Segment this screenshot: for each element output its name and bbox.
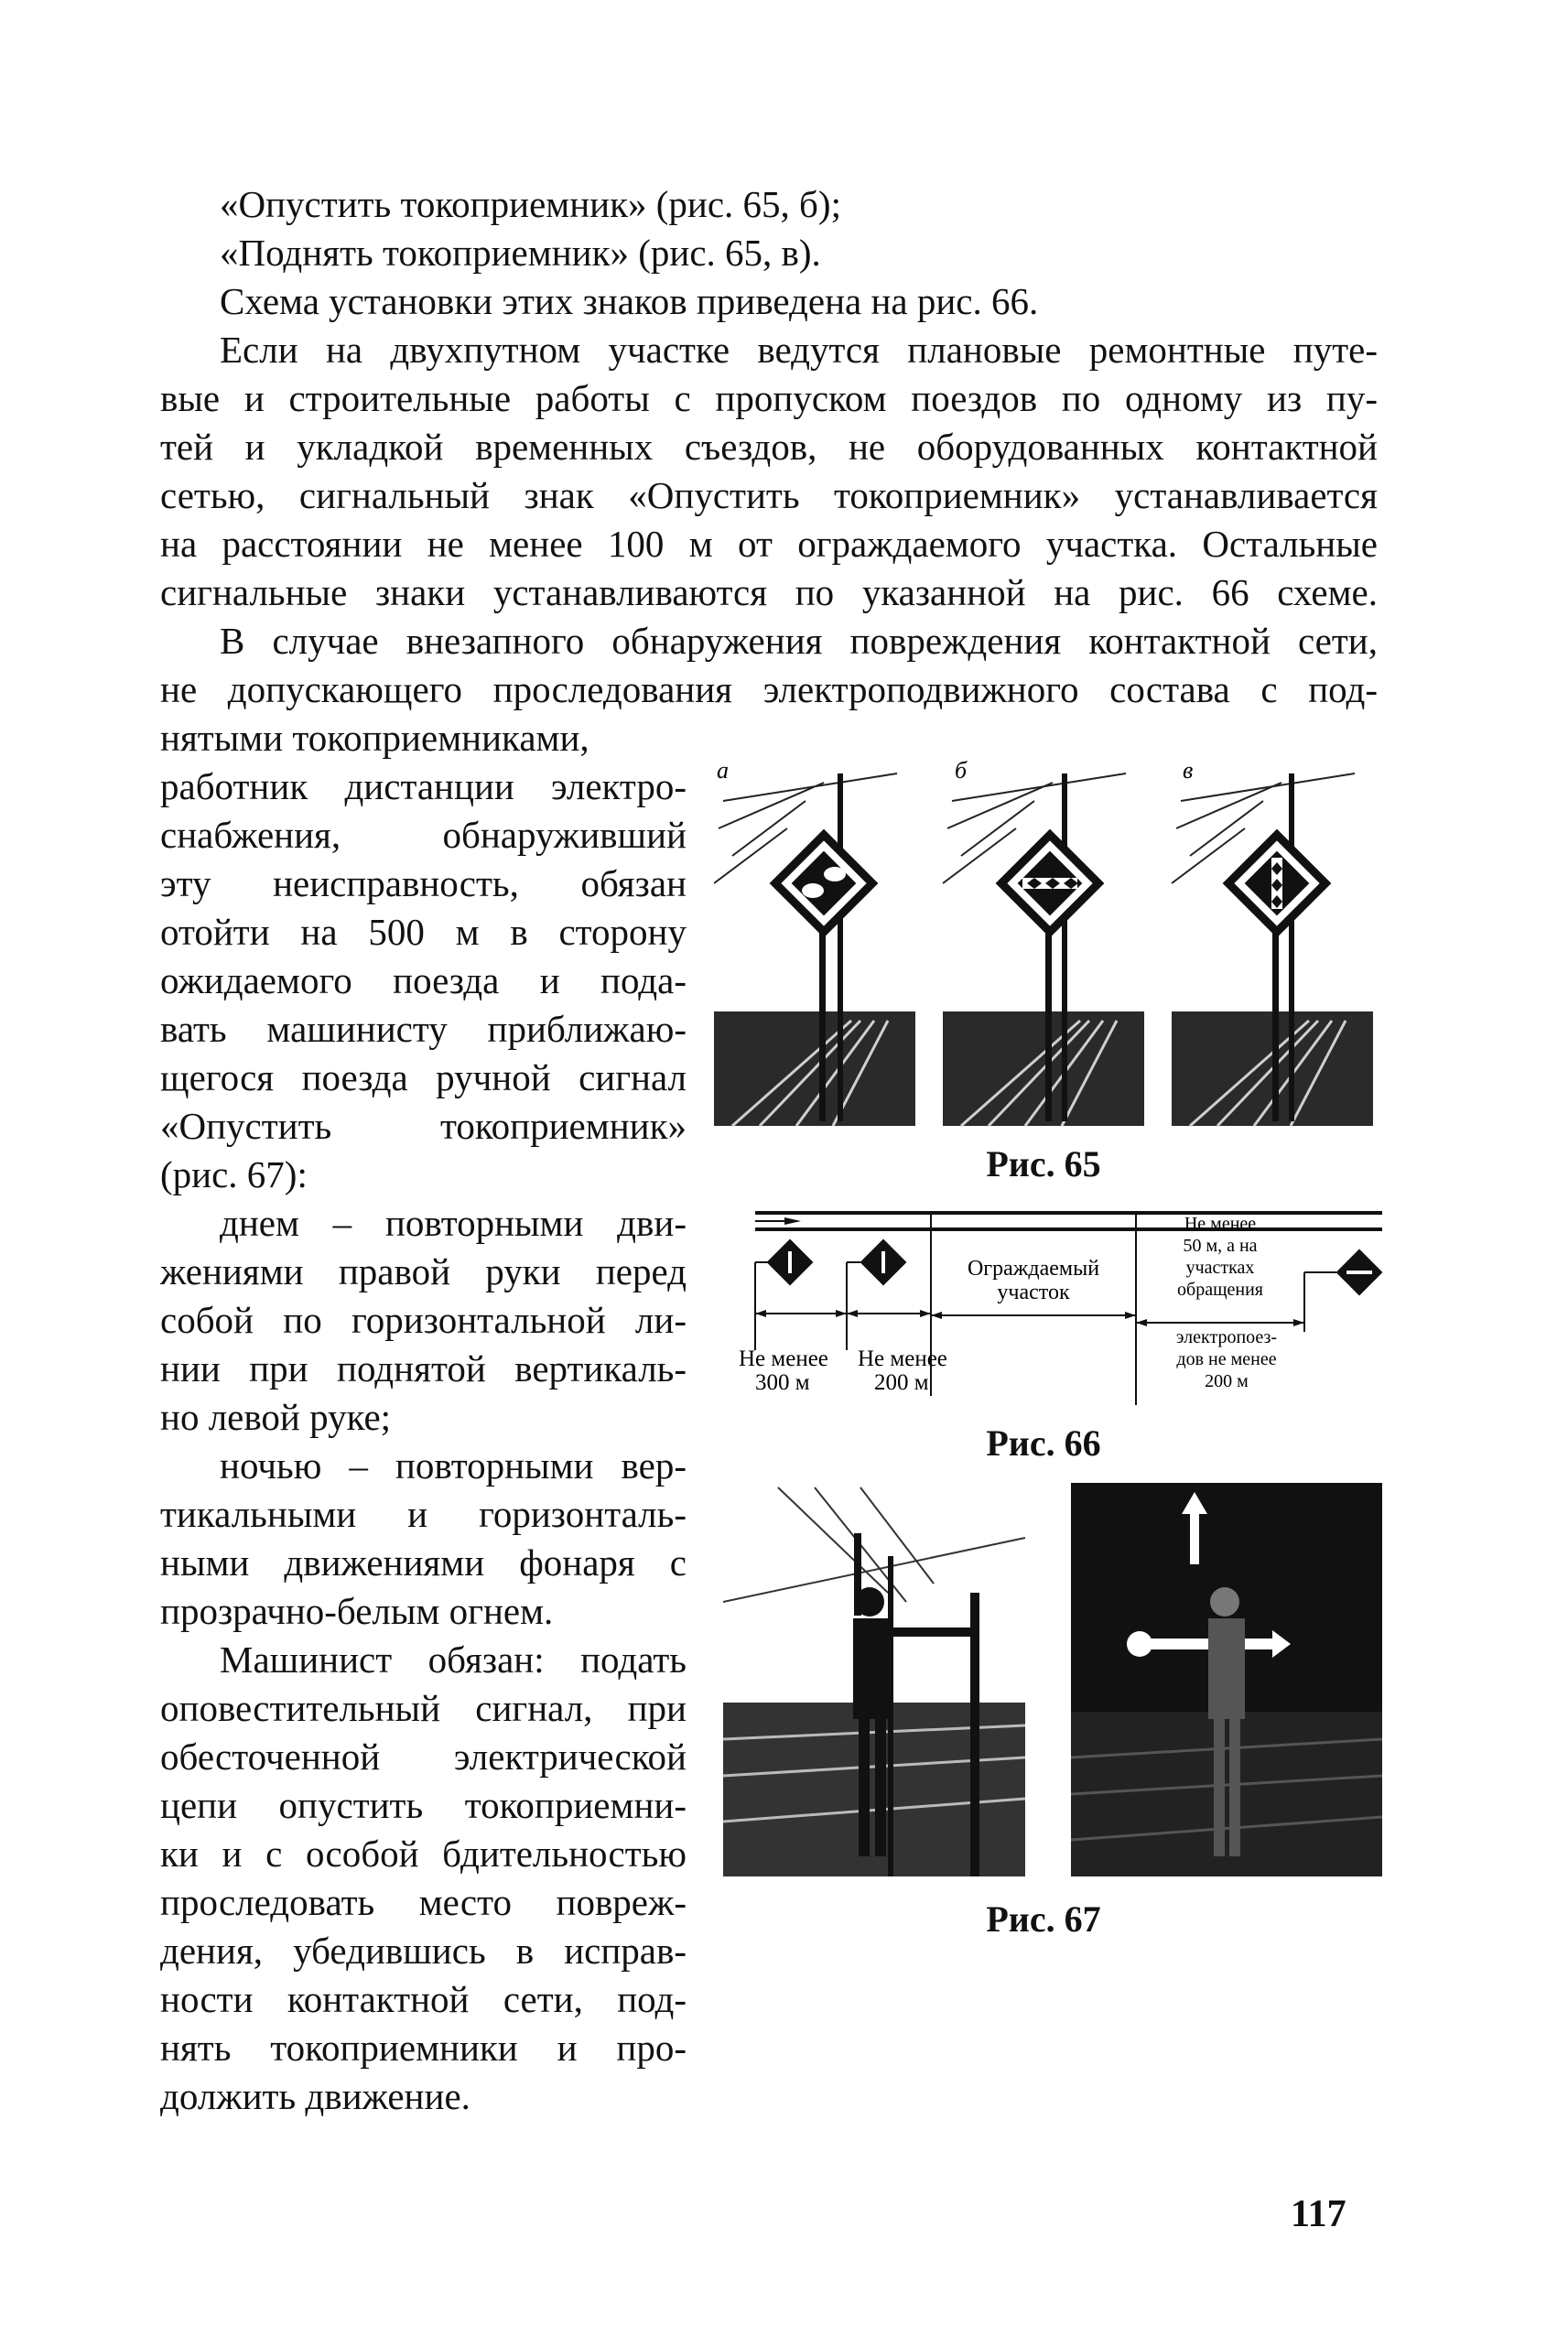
fig66-right-top-3: участках — [1185, 1258, 1255, 1278]
page-number: 117 — [1291, 2193, 1346, 2235]
fig66-right-top-4: обращения — [1177, 1280, 1263, 1300]
text-line: обесточенной электрической — [160, 1736, 687, 1778]
fig66-right-top-2: 50 м, а на — [1183, 1236, 1258, 1256]
fig65-caption: Рис. 65 — [986, 1143, 1101, 1184]
text-line: цепи опустить токоприемни- — [160, 1784, 687, 1826]
figure-66 — [728, 1204, 1391, 1414]
text-line: «Поднять токоприемник» (рис. 65, в). — [220, 232, 821, 274]
text-line: ожидаемого поезда и пода- — [160, 959, 687, 1001]
text-line: «Опустить токоприемник» — [160, 1105, 687, 1147]
fig65-panel-b — [943, 764, 1144, 1126]
fig65-letter-b: б — [955, 757, 968, 784]
fig66-center-label-2: участок — [997, 1281, 1070, 1304]
text-line: ки и с особой бдительностью — [160, 1833, 687, 1875]
fig66-caption: Рис. 66 — [986, 1422, 1101, 1464]
text-line: прозрачно-белым огнем. — [160, 1590, 554, 1632]
text-line: сетью, сигнальный знак «Опустить токоприемник» устанавливается — [160, 474, 1378, 516]
fig66-center-label-1: Ограждаемый — [967, 1257, 1100, 1281]
fig66-label1-line2: 300 м — [755, 1370, 810, 1395]
figure-67 — [723, 1483, 1391, 1886]
fig65-panel-v — [1172, 764, 1373, 1126]
text-line: тей и укладкой временных съездов, не оборудованных контактной — [160, 426, 1378, 468]
text-line: эту неисправность, обязан — [160, 862, 687, 904]
fig66-right-top-1: Не менее — [1184, 1214, 1257, 1234]
text-line: нять токоприемники и про- — [160, 2027, 687, 2069]
fig67-day-photo — [723, 1483, 1025, 1876]
text-line: дения, убедившись в исправ- — [160, 1930, 687, 1972]
text-line: не допускающего проследования электроподвижного состава с под- — [160, 668, 1378, 710]
text-line: «Опустить токоприемник» (рис. 65, б); — [220, 183, 841, 225]
text-line: В случае внезапного обнаружения повреждения контактной сети, — [220, 620, 1378, 662]
text-line: Если на двухпутном участке ведутся плановые ремонтные путе- — [220, 329, 1378, 371]
fig66-label2-line1: Не менее — [858, 1346, 947, 1371]
text-line: проследовать место повреж- — [160, 1881, 687, 1923]
fig66-right-bottom-2: дов не менее — [1176, 1349, 1277, 1369]
text-line: днем – повторными дви- — [220, 1202, 687, 1244]
text-line: ности контактной сети, под- — [160, 1978, 687, 2020]
text-line: собой по горизонтальной ли- — [160, 1299, 687, 1341]
text-line: вать машинисту приближаю- — [160, 1008, 687, 1050]
fig66-right-bottom-1: электропоез- — [1175, 1327, 1278, 1347]
fig67-night-photo — [1071, 1483, 1382, 1876]
fig65-letter-a: а — [717, 757, 729, 784]
text-line: нии при поднятой вертикаль- — [160, 1347, 687, 1390]
text-line: на расстоянии не менее 100 м от ограждаемого участка. Остальные — [160, 523, 1378, 565]
fig65-letter-v: в — [1183, 757, 1194, 784]
text-line: (рис. 67): — [160, 1153, 308, 1195]
text-line: отойти на 500 м в сторону — [160, 911, 687, 953]
fig66-right-bottom-3: 200 м — [1205, 1371, 1249, 1391]
text-line: снабжения, обнаруживший — [160, 814, 687, 856]
fig66-label1-line1: Не менее — [739, 1346, 828, 1371]
text-line: вые и строительные работы с пропуском поездов по одному из пу- — [160, 377, 1378, 419]
fig66-label2-line2: 200 м — [874, 1370, 929, 1395]
text-line: должить движение. — [160, 2075, 470, 2117]
text-line: но левой руке; — [160, 1396, 392, 1438]
text-line: тикальными и горизонталь- — [160, 1493, 687, 1535]
fig67-caption: Рис. 67 — [986, 1898, 1101, 1940]
text-line: жениями правой руки перед — [160, 1250, 687, 1292]
text-line: ночью – повторными вер- — [220, 1444, 687, 1487]
text-line: нятыми токоприемниками, — [160, 717, 589, 759]
text-line: Схема установки этих знаков приведена на рис. 66. — [220, 280, 1039, 322]
text-line: ными движениями фонаря с — [160, 1541, 687, 1584]
text-line: Машинист обязан: подать — [220, 1638, 687, 1681]
figure-65 — [714, 746, 1391, 1130]
text-line: оповестительный сигнал, при — [160, 1687, 687, 1729]
text-line: работник дистанции электро- — [160, 765, 687, 807]
text-line: щегося поезда ручной сигнал — [160, 1056, 687, 1098]
fig65-panel-a — [714, 764, 915, 1126]
text-line: сигнальные знаки устанавливаются по указанной на рис. 66 схеме. — [160, 571, 1378, 613]
